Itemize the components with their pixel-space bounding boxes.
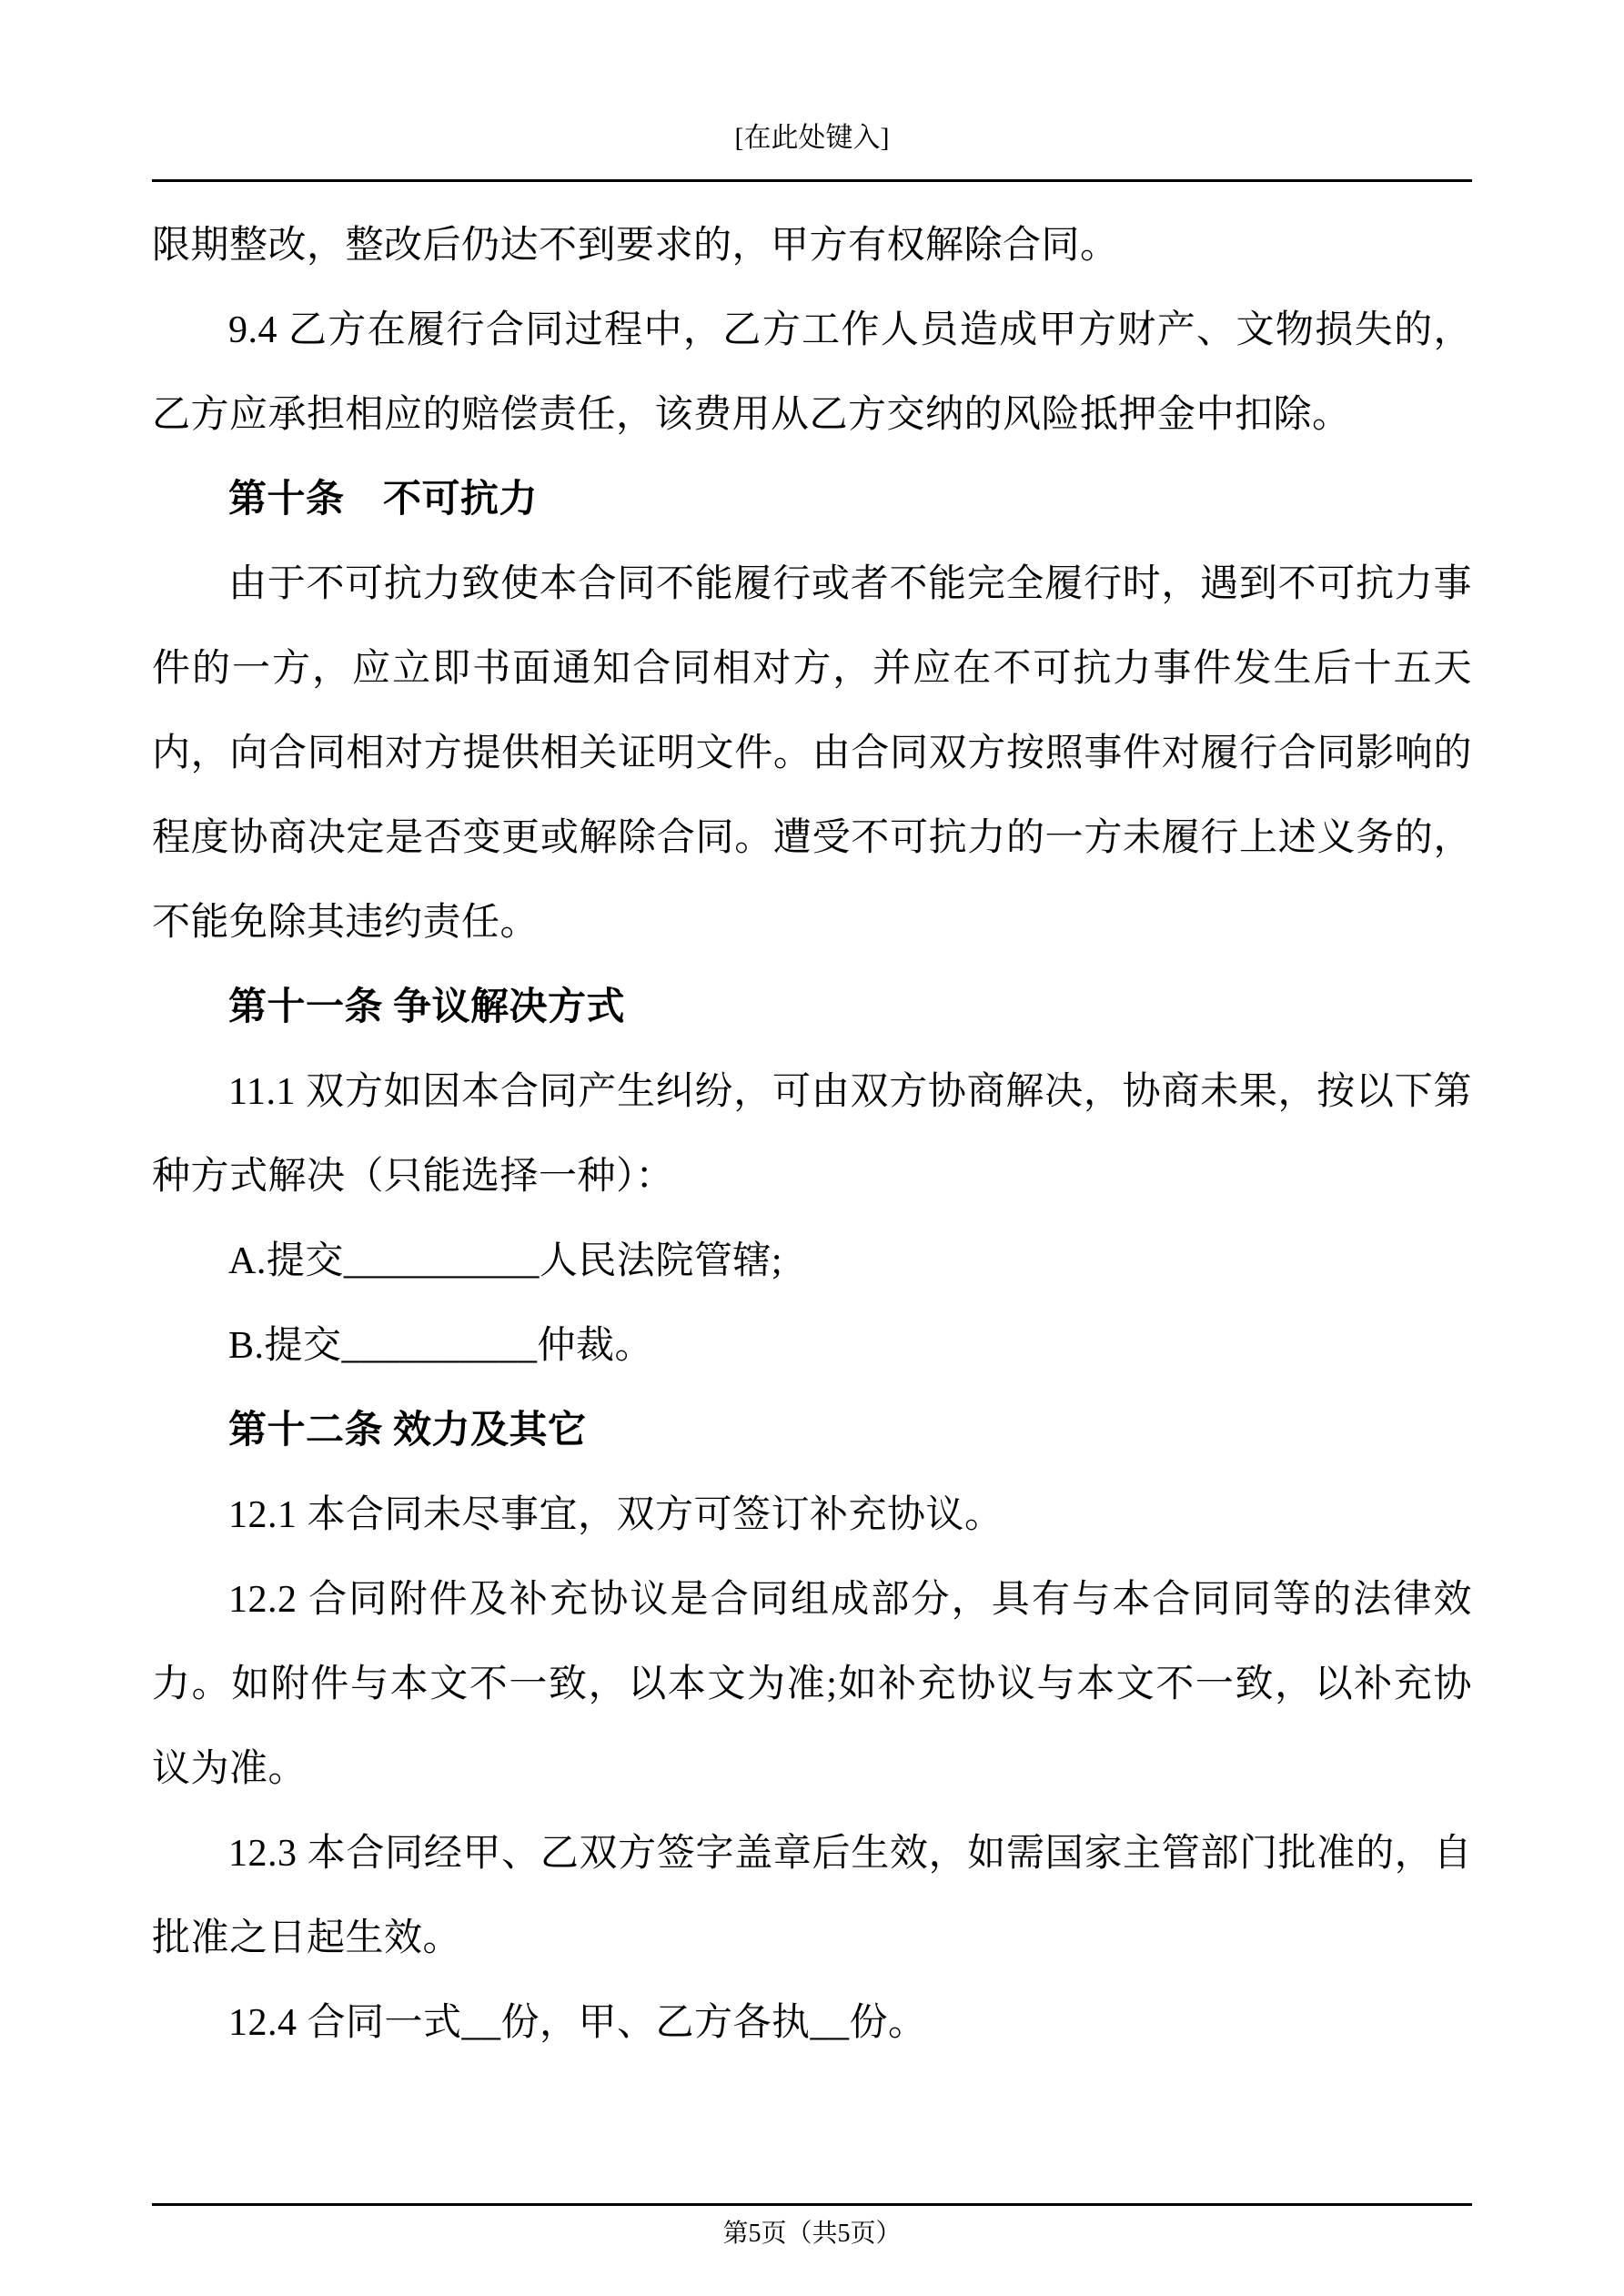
section-heading: 第十条 不可抗力 <box>228 479 539 521</box>
paragraph: 12.2 合同附件及补充协议是合同组成部分，具有与本合同同等的法律效力。如附件与本文不一致，以本文为准;如补充协议与本文不一致，以补充协议为准。 <box>152 1579 1472 1790</box>
paragraph: 11.1 双方如因本合同产生纠纷，可由双方协商解决，协商未果，按以下第种方式解决（只能选择一种）： <box>152 1071 1472 1198</box>
paragraph: 12.1 本合同未尽事宜，双方可签订补充协议。 <box>228 1494 1004 1536</box>
header-divider <box>152 179 1472 182</box>
header-type-here-placeholder[interactable]: [在此处键入] <box>734 123 890 153</box>
page-number: 第5页（共5页） <box>722 2220 902 2248</box>
paragraph: B.提交__________仲裁。 <box>228 1325 654 1367</box>
paragraph: 限期整改，整改后仍达不到要求的，甲方有权解除合同。 <box>152 225 1119 267</box>
paragraph: 12.3 本合同经甲、乙双方签字盖章后生效，如需国家主管部门批准的，自批准之日起生效。 <box>152 1833 1472 1959</box>
paragraph: 由于不可抗力致使本合同不能履行或者不能完全履行时，遇到不可抗力事件的一方，应立即书面通知合同相对方，并应在不可抗力事件发生后十五天内，向合同相对方提供相关证明文件。由合同双方按照事件对履行合同影响的程度协商决定是否变更或解除合同。遭受不可抗力的一方未履行上述义务的，不能免除其违约责任。 <box>152 563 1472 944</box>
footer-divider <box>152 2203 1472 2206</box>
paragraph: 9.4 乙方在履行合同过程中，乙方工作人员造成甲方财产、文物损失的，乙方应承担相应的赔偿责任，该费用从乙方交纳的风险抵押金中扣除。 <box>152 309 1472 436</box>
section-heading: 第十二条 效力及其它 <box>228 1410 587 1451</box>
section-heading: 第十一条 争议解决方式 <box>228 986 626 1028</box>
paragraph: 12.4 合同一式__份，甲、乙方各执__份。 <box>228 2002 927 2044</box>
paragraph: A.提交__________人民法院管辖; <box>228 1240 783 1282</box>
document-body <box>152 204 1472 2066</box>
